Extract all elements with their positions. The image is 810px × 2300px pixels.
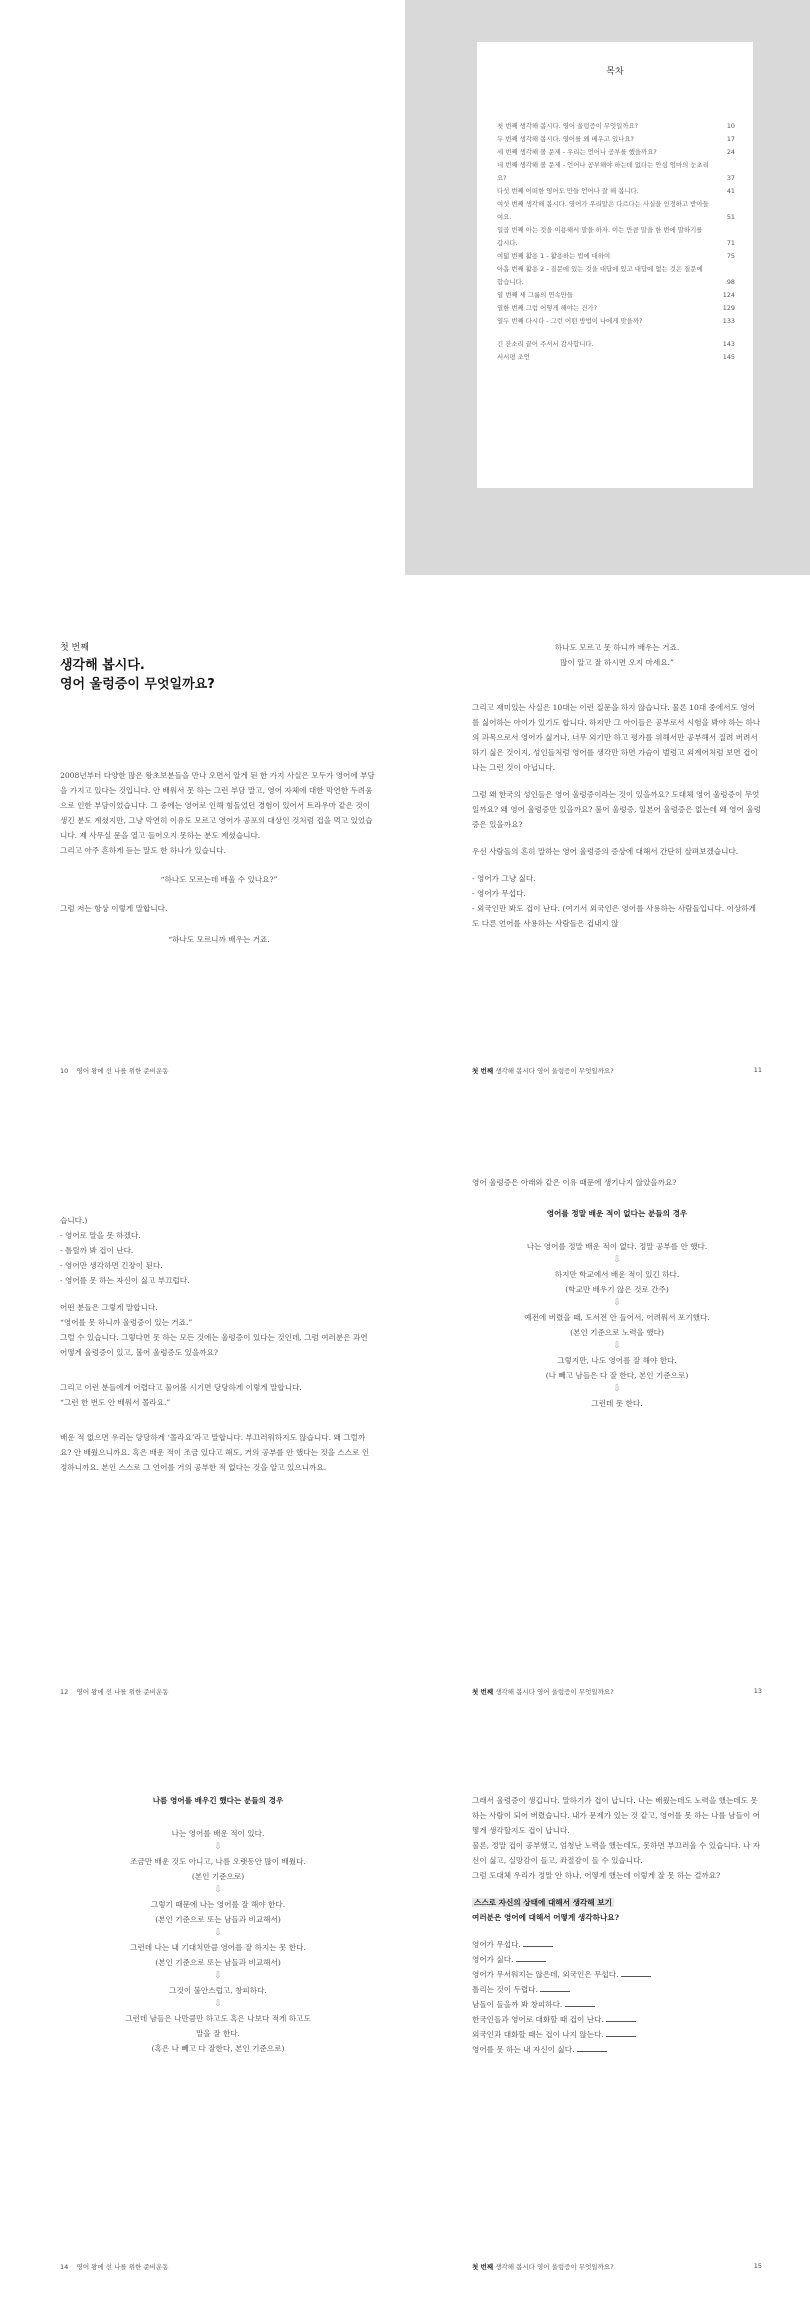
chapter-title-line-2: 영어 울렁증이 무엇일까요? bbox=[60, 677, 215, 692]
toc-page bbox=[477, 42, 753, 488]
toc-item: 다섯 번째 어떠한 영어도 만들 언어나 잘 해 봅니다. 41 bbox=[497, 187, 735, 195]
arrow-down-icon: ⇩ bbox=[214, 1999, 222, 2009]
page-14-body bbox=[60, 1793, 376, 2056]
paragraph: 우선 사람들의 흔히 말하는 영어 울렁증의 증상에 대해서 간단히 살펴보겠습니다. bbox=[472, 847, 739, 856]
paragraph: 그럼 도대체 우리가 정말 안 하나, 어떻게 했는데 이렇게 잘 못 하는 걸까요? bbox=[472, 1871, 721, 1880]
page-number: 14 bbox=[60, 2263, 69, 2271]
page-11-text bbox=[472, 700, 762, 931]
arrow-down-icon: ⇩ bbox=[613, 1341, 621, 1351]
toc-item: 열 번째 세 그룹의 연속만들 124 bbox=[497, 291, 735, 299]
running-title: 생각해 봅시다 영어 울렁증이 무엇일까요? bbox=[495, 2263, 614, 2271]
paragraph: 그리고 재미있는 사실은 10대는 이런 질문을 하지 않습니다. 물론 10대 중에서도 영어를 싫어하는 아이가 있기도 합니다. 하지만 그 아이들은 공부로서 시험을 봐야 하는 하나의 과목으로서 영어가 싫거나, 너무 외기만 하고 평가를 위해서만 공부해서 질려 버려서 하기 싫은 것이지, 성인들처럼 영어를 생각만 하면 가슴이 벌렁고 외계어처럼 보면 겁이 나는 그런 것이 아닙니다. bbox=[472, 703, 761, 772]
page-number: 13 bbox=[753, 1687, 762, 1695]
paragraph: 그럼 저는 항상 이렇게 말합니다. bbox=[60, 904, 168, 913]
exercise-item: 외국인과 대화할 때는 겁이 나지 않는다. bbox=[472, 2027, 762, 2042]
exercise-item: 영어가 무섭다. bbox=[472, 1937, 762, 1952]
quote: “그런 한 번도 안 배워서 몰라요.” bbox=[60, 1398, 171, 1407]
flow-step: 그렇지만, 나도 영어를 잘 해야 한다. bbox=[557, 1356, 677, 1365]
exercise-title: 스스로 자신의 상태에 대해서 생각해 보기 bbox=[474, 1898, 612, 1907]
running-title: 영어 왕에 선 나를 위한 준비운동 bbox=[76, 2263, 169, 2271]
paragraph: 어떤 분들은 그렇게 말합니다. bbox=[60, 1303, 158, 1312]
page-footer-left bbox=[60, 2262, 169, 2271]
quote: 하나도 모르고 못 하니까 배우는 거죠. bbox=[554, 643, 680, 652]
toc-item: 열한 번째 그럼 어떻게 해야는 건가? 129 bbox=[497, 304, 735, 312]
flow-step: 그런데 나는 내 기대치만큼 영어를 잘 하지는 못 한다. bbox=[130, 1943, 306, 1952]
list-item: - 외국인만 봐도 겁이 난다. (여기서 외국인은 영어를 사용하는 사람들입니다. 이상하게도 다른 언어를 사용하는 사람들은 겁내지 않 bbox=[472, 904, 756, 928]
flow-steps bbox=[60, 1826, 376, 2056]
exercise-item: 틀리는 것이 두렵다. bbox=[472, 1982, 762, 1997]
flow-step: 하지만 학교에서 배운 적이 있긴 하다. bbox=[554, 1270, 680, 1279]
page-15-body bbox=[472, 1793, 762, 2057]
running-title: 영어 왕에 선 나를 위한 준비운동 bbox=[76, 1067, 169, 1075]
flow-step: 그것이 불안스럽고, 창피하다. bbox=[169, 1986, 267, 1995]
quote: “영어를 못 하니까 울렁증이 있는 거죠.” bbox=[60, 1318, 193, 1327]
flow-step-note: (본인 기준으로) bbox=[191, 1872, 245, 1881]
page-number: 11 bbox=[753, 1066, 762, 1074]
page-10-body bbox=[60, 768, 378, 947]
section-heading: 나름 영어를 배우긴 했다는 분들의 경우 bbox=[152, 1796, 284, 1805]
list-item: - 틀릴까 봐 겁이 난다. bbox=[60, 1246, 134, 1255]
flow-step-note: (본인 기준으로 노력을 했다) bbox=[570, 1328, 664, 1337]
toc-item: 긴 잔소리 끝어 주셔서 감사합니다. 143 bbox=[497, 340, 735, 348]
running-chapter: 첫 번째 bbox=[472, 1067, 494, 1075]
page-footer-right bbox=[472, 2262, 762, 2271]
flow-step-note: (혹은 나 빼고 다 잘한다, 본인 기준으로) bbox=[151, 2044, 285, 2053]
running-title: 생각해 봅시다 영어 울렁증이 무엇일까요? bbox=[495, 1067, 614, 1075]
answer-blank[interactable] bbox=[606, 2028, 636, 2037]
page-footer-right bbox=[472, 1066, 762, 1075]
toc-item: 세 번째 생각해 볼 문제 - 우리는 언어나 공부를 했을까요? 24 bbox=[497, 148, 735, 156]
list-item: - 영어로 말을 못 하겠다. bbox=[60, 1231, 141, 1240]
flow-step: 조금만 배운 것도 아니고, 나름 오랫동안 많이 배웠다. bbox=[130, 1857, 306, 1866]
toc-item: 여섯 번째 생각해 봅시다. 영어가 우리말은 다르다는 사실을 인정하고 받아들여요. 51 bbox=[497, 200, 735, 221]
quote: 많이 알고 잘 하시면 오지 마세요.” bbox=[560, 658, 674, 667]
arrow-down-icon: ⇩ bbox=[214, 1885, 222, 1895]
arrow-down-icon: ⇩ bbox=[214, 1842, 222, 1852]
answer-blank[interactable] bbox=[523, 1938, 553, 1947]
answer-blank[interactable] bbox=[565, 1998, 595, 2007]
chapter-label: 첫 번째 bbox=[60, 643, 89, 653]
flow-step-note: (본인 기준으로 또는 남들과 비교해서) bbox=[155, 1915, 281, 1924]
toc-title: 목차 bbox=[606, 67, 624, 77]
list-item: - 영어만 생각하면 긴장이 된다. bbox=[60, 1261, 163, 1270]
arrow-down-icon: ⇩ bbox=[613, 1298, 621, 1308]
flow-step-note: (본인 기준으로 또는 남들과 비교해서) bbox=[155, 1958, 281, 1967]
flow-step-note: (나 빼고 남들은 다 잘 한다, 본인 기준으로) bbox=[545, 1371, 689, 1380]
page-footer-right bbox=[472, 1687, 762, 1696]
quote: “하나도 모르니까 배우는 거죠. bbox=[168, 935, 270, 944]
list-item: - 영어를 못 하는 자신이 싫고 부끄럽다. bbox=[60, 1276, 190, 1285]
arrow-down-icon: ⇩ bbox=[214, 1928, 222, 1938]
toc-item: 일곱 번째 아는 것을 이용해서 말을 하자. 이는 만큼 말을 한 번에 말하기를 갑시다. 71 bbox=[497, 226, 735, 247]
quote: “하나도 모르는데 배울 수 있나요?” bbox=[160, 875, 278, 884]
flow-step: 말을 잘 한다. bbox=[196, 2029, 240, 2038]
toc-item: 서서평 조언 145 bbox=[497, 353, 735, 361]
flow-step-note: (학교만 배우기 않은 것로 간주) bbox=[565, 1285, 669, 1294]
toc-item: 첫 번째 생각해 봅시다. 영어 울렁증이 무엇일까요? 10 bbox=[497, 122, 735, 130]
chapter-title-line-1: 생각해 봅시다. bbox=[60, 658, 145, 673]
paragraph: 물론, 정말 겁이 공부했고, 엄청난 노력을 했는데도, 못하면 부끄러울 수 있습니다. 나 자신이 싫고, 실망감이 들고, 좌절감이 들 수 있습니다. bbox=[472, 1841, 761, 1865]
paragraph: 그리고 아주 흔하게 듣는 말도 한 하나가 있습니다. bbox=[60, 846, 227, 855]
answer-blank[interactable] bbox=[621, 1968, 651, 1977]
arrow-down-icon: ⇩ bbox=[613, 1384, 621, 1394]
arrow-down-icon: ⇩ bbox=[613, 1255, 621, 1265]
flow-step: 예전에 버렸을 때, 도서전 안 들어서, 어려워서 포기했다. bbox=[524, 1313, 710, 1322]
toc-list bbox=[497, 120, 735, 364]
toc-item: 네 번째 생각해 볼 문제 - 언어나 공부해야 하는데 없다는 안심 엄마의 눈초리요? 37 bbox=[497, 161, 735, 182]
arrow-down-icon: ⇩ bbox=[214, 1971, 222, 1981]
exercise-list bbox=[472, 1937, 762, 2057]
exercise-question: 여러분은 영어에 대해서 어떻게 생각하나요? bbox=[472, 1913, 620, 1922]
paragraph: 그럴 수 있습니다. 그렇다면 못 하는 모든 것에는 울렁증이 있다는 것인데, 그럼 여러분은 과연 어떻게 울렁증이 있고, 불어 울렁증도 있을까요? bbox=[60, 1333, 368, 1357]
answer-blank[interactable] bbox=[577, 2043, 607, 2052]
chapter-title bbox=[60, 656, 215, 694]
paragraph: 그럼 왜 한국의 성인들은 영어 울렁증이라는 것이 있을까요? 도대체 영어 울렁증이 무엇일까요? 왜 영어 울렁증만 있을까요? 불어 울렁증, 일본어 울렁증은 없는데 왜 영어 울렁증은 있을까요? bbox=[472, 790, 761, 829]
page-12-body bbox=[60, 1213, 376, 1475]
flow-steps bbox=[472, 1239, 762, 1411]
exercise-item: 영어가 싫다. bbox=[472, 1952, 762, 1967]
running-chapter: 첫 번째 bbox=[472, 2263, 494, 2271]
toc-item: 아홉 번째 활용 2 - 질문에 있는 것을 대답에 있고 대답에 없는 것은 질문에 합습니다. 98 bbox=[497, 265, 735, 286]
list-item: - 영어가 그냥 싫다. bbox=[472, 874, 536, 883]
exercise-item: 영어가 무서워지는 않은데, 외국인은 무섭다. bbox=[472, 1967, 762, 1982]
section-heading: 영어를 정말 배운 적이 없다는 분들의 경우 bbox=[546, 1209, 688, 1218]
exercise-item: 한국인들과 영어로 대화할 때 겁이 난다. bbox=[472, 2012, 762, 2027]
running-title: 생각해 봅시다 영어 울렁증이 무엇일까요? bbox=[495, 1688, 614, 1696]
paragraph: 2008년부터 다양한 많은 왕초보분들을 만나 오면서 알게 된 한 가지 사실은 모두가 영어에 부담을 가지고 있다는 것입니다. 안 배워서 못 하는 그런 부담 말고, 영어 자체에 대한 막연한 두려움으로 인한 부담이었습니다. 그 중에는 영어로 인해 힘들었던 경험이 있어서 트라우마 같은 것이 생긴 분도 계셨지만, 그냥 막연히 이유도 모르고 영어가 공포의 대상인 것처럼 겁을 먹고 있었습니다. 제 사무실 문을 열고 들어오지 못하는 분도 계셨습니다. bbox=[60, 771, 375, 840]
flow-step: 그런데 못 한다. bbox=[591, 1399, 643, 1408]
paragraph: 그래서 울렁증이 생깁니다. 말하기가 겁이 납니다. 나는 배웠는데도 노력을 했는데도 못 하는 사람이 되어 버렸습니다. 내가 문제가 있는 것 같고, 영어를 못 하는 나를 남들이 어떻게 생각할지도 겁이 납니다. bbox=[472, 1796, 761, 1835]
paragraph: 영어 울렁증은 아래와 같은 이유 때문에 생기나지 않았을까요? bbox=[472, 1178, 677, 1187]
running-chapter: 첫 번째 bbox=[472, 1688, 494, 1696]
toc-item: 여덟 번째 활용 1 - 활용하는 법에 대하여 75 bbox=[497, 252, 735, 260]
flow-step: 그런데 남들은 나만큼만 하고도 혹은 나보다 적게 하고도 bbox=[125, 2014, 311, 2023]
paragraph: 습니다.) bbox=[60, 1216, 88, 1225]
page-11-body bbox=[472, 640, 762, 670]
answer-blank[interactable] bbox=[540, 1983, 570, 1992]
toc-item: 열두 번째 다시다 - 그런 어떤 방법이 나에게 맞을까? 133 bbox=[497, 317, 735, 325]
page-footer-left bbox=[60, 1687, 169, 1696]
answer-blank[interactable] bbox=[516, 1953, 546, 1962]
paragraph: 배운 적 없으면 우리는 당당하게 ‘몰라요’라고 말합니다. 부끄러워하지도 않습니다. 왜 그럴까요? 안 배웠으니까요. 혹은 배운 적이 조금 있다고 해도, 거의 공부를 안 했다는 것을 스스로 인정하니까요. 본인 스스로 그 언어를 거의 공부한 적 없다는 것을 알고 있으니까요. bbox=[60, 1433, 370, 1472]
exercise-item: 남들이 들을까 봐 창피하다. bbox=[472, 1997, 762, 2012]
running-title: 영어 왕에 선 나를 위한 준비운동 bbox=[76, 1688, 169, 1696]
exercise-item: 영어를 못 하는 내 자신이 싫다. bbox=[472, 2042, 762, 2057]
page-footer-left bbox=[60, 1066, 169, 1075]
answer-blank[interactable] bbox=[606, 2013, 636, 2022]
page-13-body bbox=[472, 1175, 762, 1411]
page-number: 12 bbox=[60, 1688, 69, 1696]
flow-step: 나는 영어를 배운 적이 있다. bbox=[171, 1829, 265, 1838]
paragraph: 그리고 이런 분들에게 어렵다고 물어볼 시기면 당당하게 이렇게 말합니다. bbox=[60, 1383, 302, 1392]
flow-step: 그렇기 때문에 나는 영어를 잘 해야 한다. bbox=[150, 1900, 286, 1909]
page-number: 10 bbox=[60, 1067, 69, 1075]
page-number: 15 bbox=[753, 2262, 762, 2270]
list-item: - 영어가 무섭다. bbox=[472, 889, 526, 898]
flow-step: 나는 영어를 정말 배운 적이 없다. 정말 공부를 안 했다. bbox=[526, 1242, 708, 1251]
toc-item: 두 번째 생각해 봅시다. 영어를 왜 배우고 있나요? 17 bbox=[497, 135, 735, 143]
